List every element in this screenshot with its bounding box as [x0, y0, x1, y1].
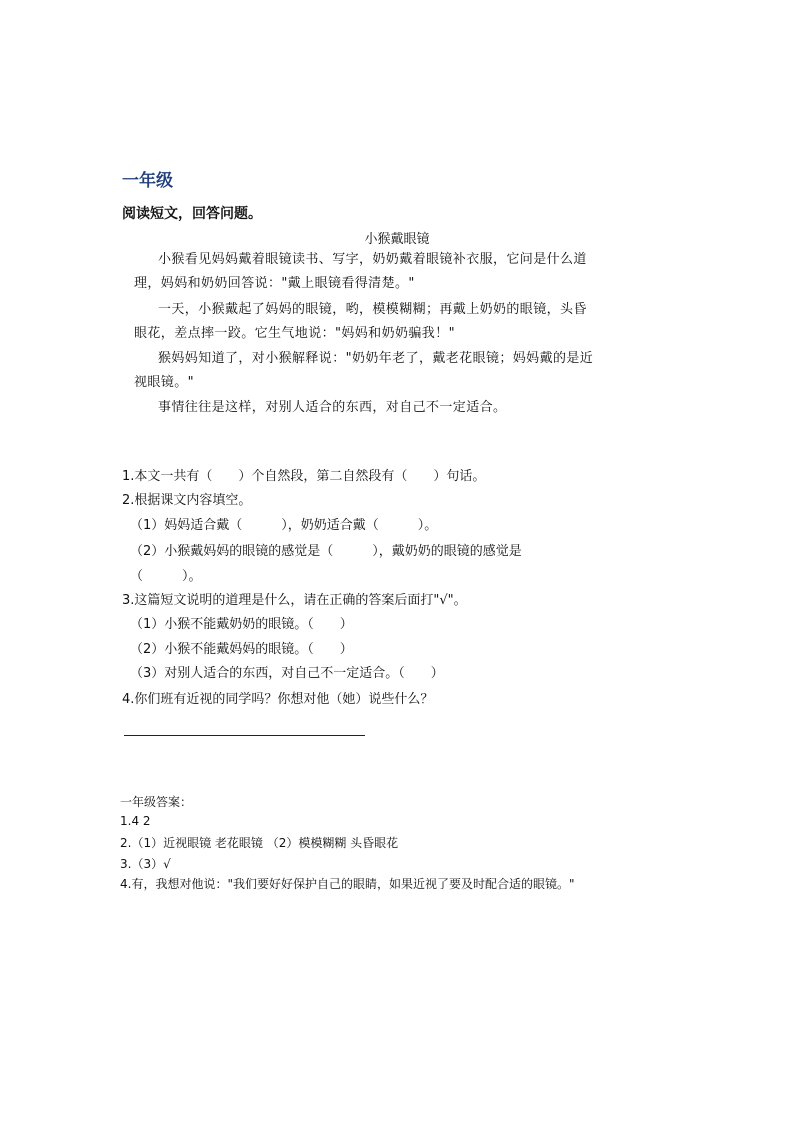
- question-3: 3.这篇短文说明的道理是什么，请在正确的答案后面打"√"。: [122, 593, 467, 608]
- story-line-5: 猴妈妈知道了，对小猴解释说："奶奶年老了，戴老花眼镜；妈妈戴的是近: [158, 351, 594, 366]
- question-4: 4.你们班有近视的同学吗？你想对他（她）说些什么？: [122, 692, 434, 707]
- answer-2: 2.（1）近视眼镜 老花眼镜 （2）模模糊糊 头昏眼花: [120, 836, 399, 850]
- question-3-option-3: （3）对别人适合的东西，对自己不一定适合。（ ）: [130, 666, 444, 681]
- question-3-option-2: （2）小猴不能戴妈妈的眼镜。（ ）: [130, 642, 353, 657]
- answer-3: 3.（3）√: [120, 857, 171, 871]
- story-line-1: 小猴看见妈妈戴着眼镜读书、写字，奶奶戴着眼镜补衣服，它问是什么道: [158, 252, 587, 267]
- answer-1: 1.4 2: [120, 814, 151, 828]
- answer-blank-line: [124, 735, 365, 736]
- story-line-7: 事情往往是这样，对别人适合的东西，对自己不一定适合。: [158, 400, 507, 415]
- question-2-part-2: （2）小猴戴妈妈的眼镜的感觉是（ ），戴奶奶的眼镜的感觉是: [130, 544, 522, 559]
- answers-heading: 一年级答案：: [120, 795, 193, 809]
- story-title: 小猴戴眼镜: [364, 232, 430, 247]
- story-line-4: 眼花，差点摔一跤。它生气地说："妈妈和奶奶骗我！": [134, 326, 455, 341]
- question-2-part-1: （1）妈妈适合戴（ ），奶奶适合戴（ ）。: [130, 518, 438, 533]
- story-line-6: 视眼镜。": [134, 375, 194, 390]
- question-2-part-2-cont: （ ）。: [130, 569, 202, 584]
- instruction-heading: 阅读短文，回答问题。: [122, 206, 262, 222]
- story-line-2: 理，妈妈和奶奶回答说："戴上眼镜看得清楚。": [134, 276, 415, 291]
- story-line-3: 一天，小猴戴起了妈妈的眼镜，哟，模模糊糊；再戴上奶奶的眼镜，头昏: [158, 302, 587, 317]
- question-2: 2.根据课文内容填空。: [122, 493, 252, 508]
- question-3-option-1: （1）小猴不能戴奶奶的眼镜。（ ）: [130, 617, 353, 632]
- question-1: 1.本文一共有（ ）个自然段，第二自然段有（ ）句话。: [122, 469, 486, 484]
- grade-title: 一年级: [122, 171, 173, 191]
- answer-4: 4.有，我想对他说："我们要好好保护自己的眼睛，如果近视了要及时配合适的眼镜。": [120, 877, 575, 891]
